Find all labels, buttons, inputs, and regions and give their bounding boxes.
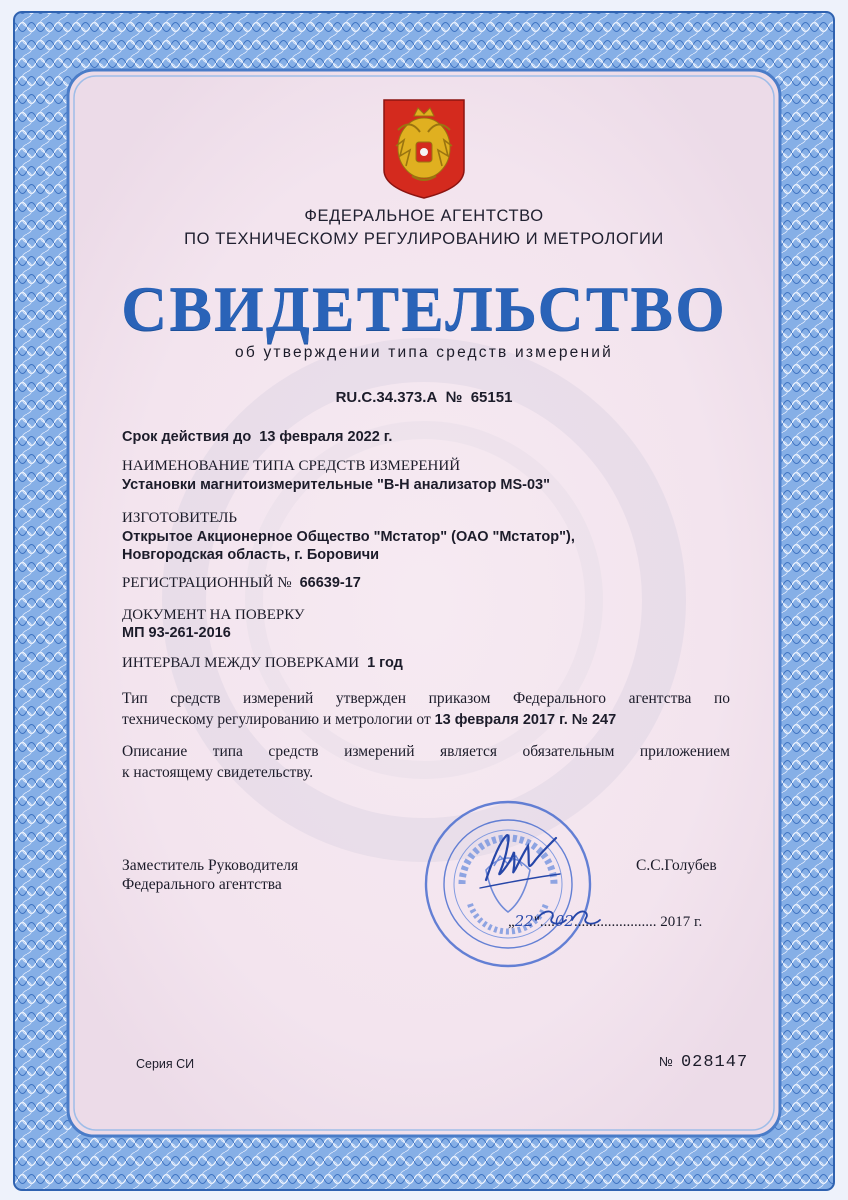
interval-label: ИНТЕРВАЛ МЕЖДУ ПОВЕРКАМИ xyxy=(122,655,360,671)
approval-line1: Тип средств измерений утвержден приказом Федерального агентства по xyxy=(122,690,730,707)
verification-doc-value: МП 93-261-2016 xyxy=(122,625,231,641)
type-name-value: Установки магнитоизмерительные "B-H анализатор MS-03" xyxy=(122,477,550,493)
manufacturer-line1: Открытое Акционерное Общество "Мстатор" (ОАО "Мстатор"), xyxy=(122,529,575,545)
description-paragraph xyxy=(122,741,730,783)
certificate-number-value: 65151 xyxy=(470,389,513,406)
document-title: СВИДЕТЕЛЬСТВО xyxy=(121,273,727,344)
approval-date: 13 февраля 2017 г. № 247 xyxy=(434,712,617,728)
serial-number-sign: № xyxy=(659,1054,673,1069)
serial-number xyxy=(659,1053,748,1072)
description-line2: к настоящему свидетельству. xyxy=(122,764,314,781)
signatory-position-line2: Федерального агентства xyxy=(122,876,282,893)
verification-interval xyxy=(122,654,403,672)
coat-of-arms-icon xyxy=(384,100,464,198)
signatory-position-line1: Заместитель Руководителя xyxy=(122,857,299,874)
certificate-number xyxy=(0,389,848,406)
date-close-quote: " xyxy=(533,914,540,930)
certificate-number-sign: № xyxy=(445,389,463,406)
serial-number-value: 028147 xyxy=(680,1053,749,1072)
verification-doc-label: ДОКУМЕНТ НА ПОВЕРКУ xyxy=(122,607,305,623)
type-name-label: НАИМЕНОВАНИЕ ТИПА СРЕДСТВ ИЗМЕРЕНИЙ xyxy=(122,458,461,474)
manufacturer-label: ИЗГОТОВИТЕЛЬ xyxy=(122,510,238,526)
signatory-name: С.С.Голубев xyxy=(636,857,717,874)
date-open-quote: „ xyxy=(508,914,515,930)
series-label: Серия СИ xyxy=(136,1057,195,1071)
approval-paragraph xyxy=(122,688,730,731)
description-line1: Описание типа средств измерений является обязательным приложением xyxy=(122,743,730,760)
registration xyxy=(122,574,361,592)
interval-value: 1 год xyxy=(367,655,403,671)
manufacturer-line2: Новгородская область, г. Боровичи xyxy=(122,547,380,563)
date-month: 02 xyxy=(554,912,574,930)
validity-label: Срок действия до xyxy=(122,429,252,445)
validity-value: 13 февраля 2022 г. xyxy=(259,429,393,445)
validity xyxy=(122,429,392,445)
agency-name-line1: ФЕДЕРАЛЬНОЕ АГЕНТСТВО xyxy=(304,207,544,225)
signature-date: „22"....02...................... 2017 г. xyxy=(508,912,703,930)
date-day: 22 xyxy=(514,912,534,930)
certificate-number-prefix: RU.C.34.373.A xyxy=(335,389,438,406)
approval-line2-prefix: техническому регулированию и метрологии от xyxy=(122,711,431,728)
agency-name-line2: ПО ТЕХНИЧЕСКОМУ РЕГУЛИРОВАНИЮ И МЕТРОЛОГИИ xyxy=(184,230,664,248)
date-year: 2017 г. xyxy=(660,914,703,930)
document-subtitle: об утверждении типа средств измерений xyxy=(235,344,613,361)
registration-label: РЕГИСТРАЦИОННЫЙ № xyxy=(122,575,292,591)
registration-value: 66639-17 xyxy=(299,575,361,591)
